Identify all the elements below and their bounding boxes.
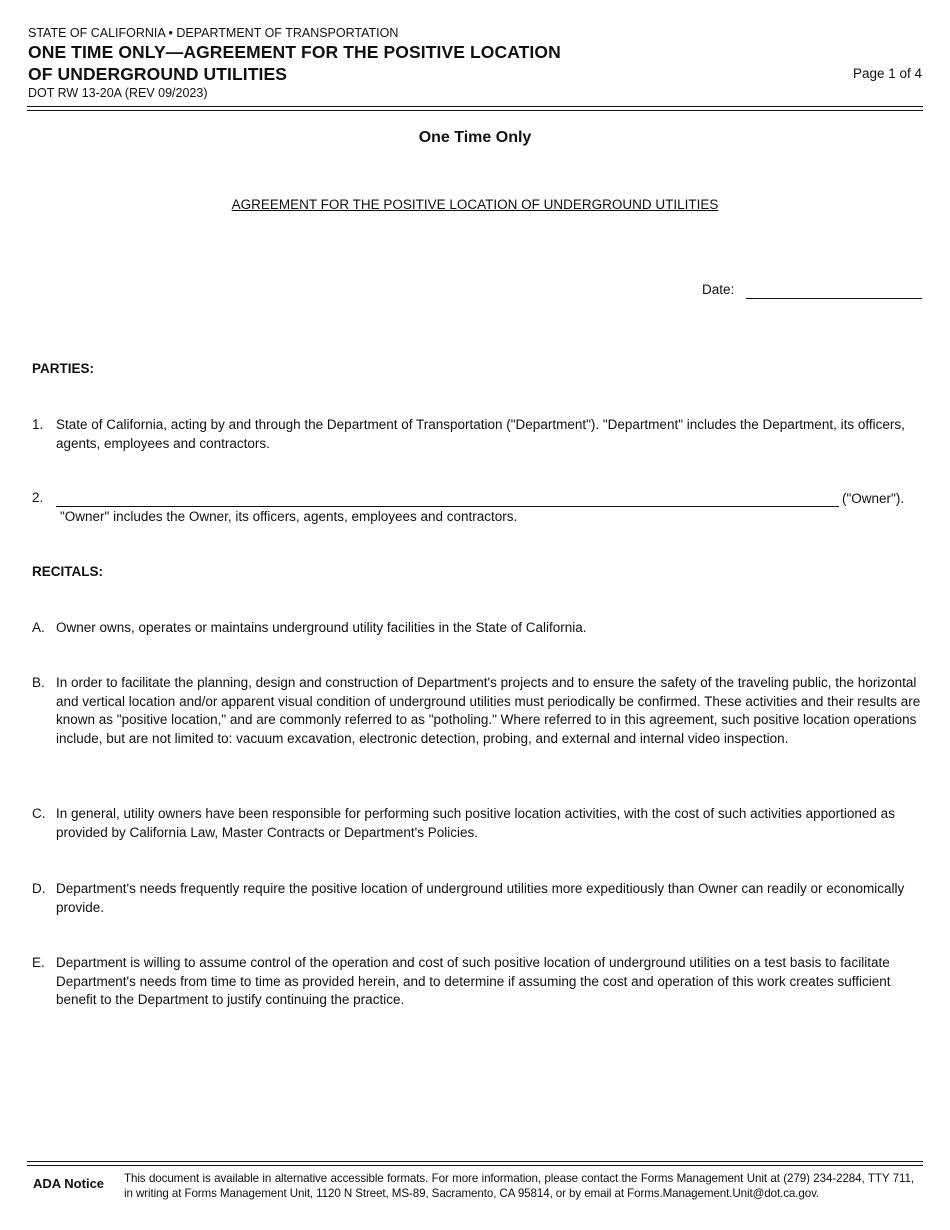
list-marker: D. (32, 881, 46, 896)
page-indicator: Page 1 of 4 (852, 66, 922, 81)
form-header (28, 26, 922, 101)
list-item-text: Department's needs frequently require the positive location of underground utilities more expeditiously than Owner can readily or economically provide. (56, 881, 905, 915)
recital-item-c (32, 805, 922, 842)
recital-item-a (32, 619, 922, 638)
form-number: DOT RW 13-20A (REV 09/2023) (28, 86, 208, 100)
document-subtitle: AGREEMENT FOR THE POSITIVE LOCATION OF UNDERGROUND UTILITIES (231, 197, 719, 212)
list-marker: A. (32, 620, 45, 635)
form-title-line-2: OF UNDERGROUND UTILITIES (28, 64, 288, 84)
date-field[interactable] (746, 298, 922, 299)
document-title: One Time Only (418, 129, 532, 146)
list-item-text: Owner owns, operates or maintains underground utility facilities in the State of California. (56, 620, 587, 635)
list-marker: 2. (32, 490, 44, 505)
ada-notice-text: This document is available in alternative accessible formats. For more information, please contact the Forms Management Unit at (279) 234-2284, TTY 711, in writing at Forms Management Unit, 1120 N Street, MS-89, Sacramento, CA 95814, or by email at Forms.Management.Unit@dot.ca.gov. (124, 1172, 914, 1200)
header-divider (27, 106, 923, 111)
party-item-1 (32, 416, 922, 453)
date-label: Date: (702, 282, 735, 297)
ada-notice-label: ADA Notice (33, 1176, 105, 1191)
form-title-line-1: ONE TIME ONLY—AGREEMENT FOR THE POSITIVE LOCATION (28, 42, 561, 62)
list-marker: B. (32, 675, 45, 690)
list-item-text: In order to facilitate the planning, design and construction of Department's projects and to ensure the safety of the traveling public, the horizontal and vertical location and/or apparent visual condition of underground utilities must periodically be confirmed. These activities and their results are known as "positive location," and are commonly referred to as "potholing." Where referred to in this agreement, such positive location operations include, but are not limited to: vacuum excavation, electronic detection, probing, and external and internal video inspection. (56, 675, 921, 746)
recital-item-d (32, 880, 922, 917)
owner-suffix: ("Owner"). (842, 491, 905, 506)
owner-name-field[interactable] (56, 506, 839, 507)
list-marker: E. (32, 955, 45, 970)
agency-name: STATE OF CALIFORNIA • DEPARTMENT OF TRANSPORTATION (28, 26, 399, 40)
parties-heading: PARTIES: (32, 361, 95, 376)
recitals-heading: RECITALS: (32, 564, 103, 579)
recital-item-e (32, 954, 922, 1010)
list-item-text: In general, utility owners have been responsible for performing such positive location activities, with the cost of such activities apportioned as provided by California Law, Master Contracts or Department's Policies. (56, 806, 895, 840)
list-marker: C. (32, 806, 46, 821)
list-item-text: Department is willing to assume control of the operation and cost of such positive location of underground utilities on a test basis to facilitate Department's needs from time to time as provided herein, and to determine if assuming the cost and operation of this work creates sufficient benefit to the Department to justify continuing the practice. (56, 955, 891, 1008)
footer-divider (27, 1161, 923, 1166)
list-item-text: State of California, acting by and through the Department of Transportation ("Department"). "Department" includes the Department, its officers, agents, employees and contractors. (56, 417, 905, 451)
recital-item-b (32, 674, 922, 748)
owner-definition: "Owner" includes the Owner, its officers, agents, employees and contractors. (60, 509, 518, 524)
list-marker: 1. (32, 417, 44, 432)
